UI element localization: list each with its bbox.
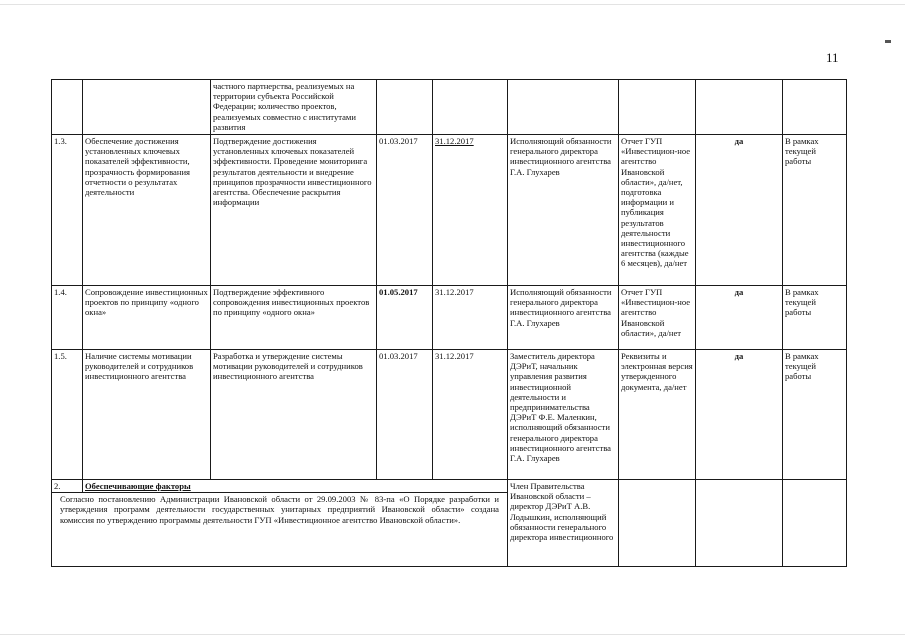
table-row	[52, 350, 847, 480]
section-number: 2.	[52, 480, 83, 493]
section-title: Обеспечивающие факторы	[83, 480, 508, 493]
row-activity: Разработка и утверждение системы мотивации руководителей и сотрудников инвестиционного агентства	[211, 350, 377, 480]
row-name: Сопровождение инвестиционных проектов по принципу «одного окна»	[83, 286, 211, 350]
section-funding	[783, 480, 847, 567]
row-start-date: 01.05.2017	[377, 286, 433, 350]
cell-num	[52, 80, 83, 135]
row-result: Отчет ГУП «Инвестицион-ное агентство Ивановской области», да/нет	[619, 286, 696, 350]
row-activity: Подтверждение достижения установленных ключевых показателей эффективности. Проведение мониторинга результатов деятельности и внедрение принципов прозрачности инвестиционного агентства. Обеспечение раскрытия информации	[211, 135, 377, 286]
cell-responsible	[508, 80, 619, 135]
row-end-date: 31.12.2017	[433, 286, 508, 350]
row-start-date: 01.03.2017	[377, 135, 433, 286]
scan-line-top	[0, 4, 905, 5]
program-table	[51, 79, 847, 567]
row-result: Отчет ГУП «Инвестицион-ное агентство Ивановской области», да/нет, подготовка информации и публикация результатов деятельности инвестиционного агентства (каждые 6 месяцев), да/нет	[619, 135, 696, 286]
section-flag	[696, 480, 783, 567]
row-responsible: Исполняющий обязанности генерального директора инвестиционного агентства Г.А. Глухарев	[508, 286, 619, 350]
row-start-date: 01.03.2017	[377, 350, 433, 480]
table-row	[52, 135, 847, 286]
row-number: 1.5.	[52, 350, 83, 480]
row-responsible: Заместитель директора ДЭРиТ, начальник управления развития инвестиционной деятельности и предпринимательства ДЭРиТ Ф.Е. Маленкин, исполняющий обязанности генерального директора инвестиционного агентства Г.А. Глухарев	[508, 350, 619, 480]
continuation-row	[52, 80, 847, 135]
row-flag: да	[696, 286, 783, 350]
row-end-date: 31.12.2017	[433, 350, 508, 480]
cell-funding	[783, 80, 847, 135]
row-flag: да	[696, 135, 783, 286]
row-end-date: 31.12.2017	[433, 135, 508, 286]
scan-mark	[885, 40, 891, 43]
row-flag: да	[696, 350, 783, 480]
row-name: Обеспечение достижения установленных ключевых показателей эффективности, прозрачность формирования отчетности о результатах деятельности	[83, 135, 211, 286]
cell-name	[83, 80, 211, 135]
page-number: 11	[826, 50, 839, 65]
row-funding: В рамках текущей работы	[783, 350, 847, 480]
cell-end	[433, 80, 508, 135]
row-responsible: Исполняющий обязанности генерального директора инвестиционного агентства Г.А. Глухарев	[508, 135, 619, 286]
cell-activity: частного партнерства, реализуемых на территории субъекта Российской Федерации; количество проектов, реализуемых совместно с институтами развития	[211, 80, 377, 135]
row-result: Реквизиты и электронная версия утвержденного документа, да/нет	[619, 350, 696, 480]
row-number: 1.3.	[52, 135, 83, 286]
section-header-row	[52, 480, 847, 493]
table-row	[52, 286, 847, 350]
section-text: Согласно постановлению Администрации Ивановской области от 29.09.2003 № 83-па «О Порядке разработки и утверждения программ деятельности государственных унитарных предприятий Ивановской области» создана комиссия по утверждению программы деятельности ГУП «Инвестиционное агентство Ивановской области».	[52, 493, 508, 567]
row-funding: В рамках текущей работы	[783, 286, 847, 350]
scan-line-bottom	[0, 634, 905, 635]
section-responsible: Член Правительства Ивановской области – директор ДЭРиТ А.В. Лодышкин, исполняющий обязанности генерального директора инвестиционного	[508, 480, 619, 567]
cell-start	[377, 80, 433, 135]
cell-result	[619, 80, 696, 135]
section-result	[619, 480, 696, 567]
row-number: 1.4.	[52, 286, 83, 350]
row-funding: В рамках текущей работы	[783, 135, 847, 286]
cell-flag	[696, 80, 783, 135]
row-name: Наличие системы мотивации руководителей и сотрудников инвестиционного агентства	[83, 350, 211, 480]
row-activity: Подтверждение эффективного сопровождения инвестиционных проектов по принципу «одного окна»	[211, 286, 377, 350]
